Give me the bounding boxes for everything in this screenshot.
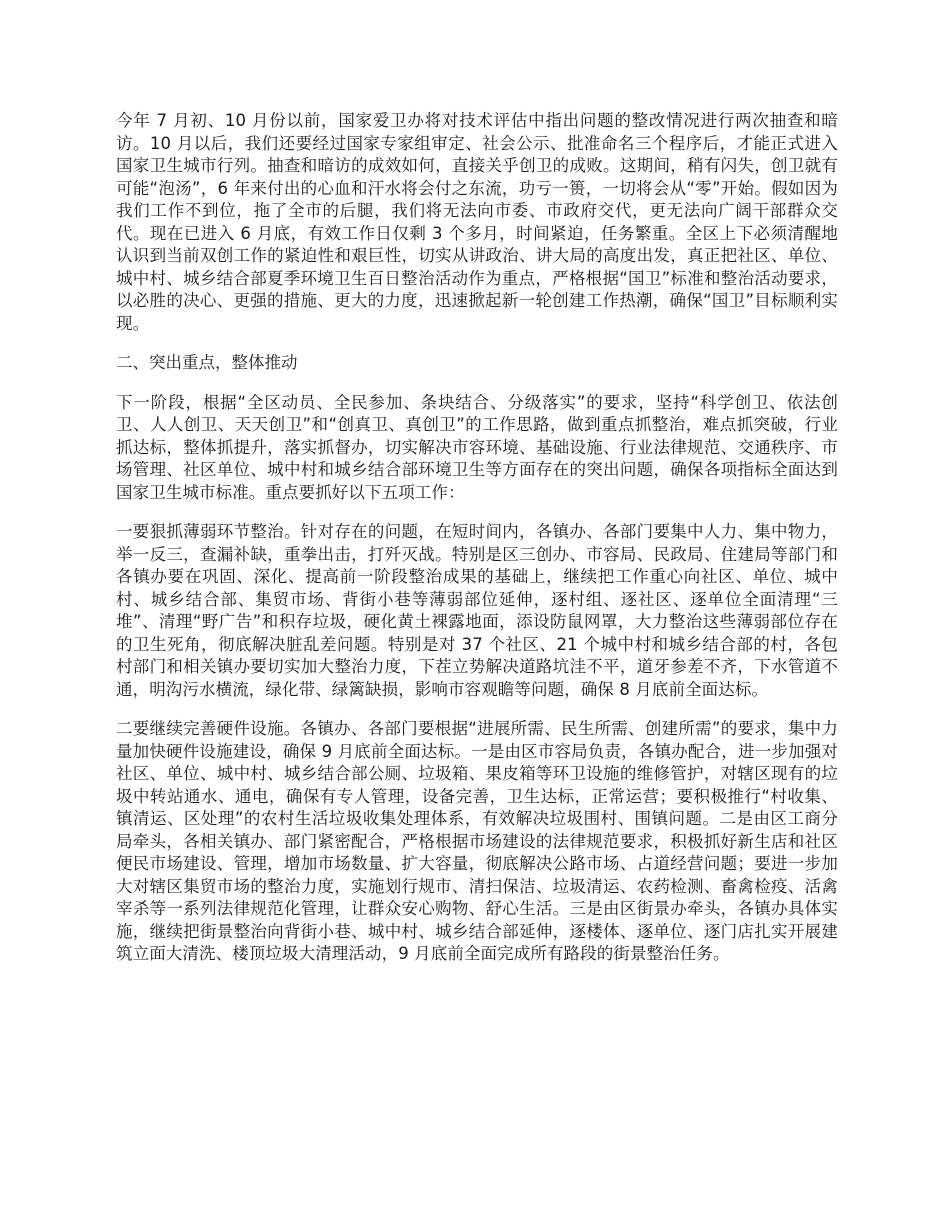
document-body — [116, 110, 838, 983]
paragraph-hardware: 二要继续完善硬件设施。各镇办、各部门要根据“进展所需、民生所需、创建所需”的要求，集中力量加快硬件设施建设，确保 9 月底前全面达标。一是由区市容局负责，各镇办配合，进一步加强对社区、单位、城中村、城乡结合部公厕、垃圾箱、果皮箱等环卫设施的维修管护，对辖区现有的垃圾中转站通水、通电，确保有专人管理，设备完善，卫生达标，正常运营；要积极推行“村收集、镇清运、区处理”的农村生活垃圾收集处理体系，有效解决垃圾围村、围镇问题。二是由区工商分局牵头，各相关镇办、部门紧密配合，严格根据市场建设的法律规范要求，积极抓好新生店和社区便民市场建设、管理，增加市场数量、扩大容量，彻底解决公路市场、占道经营问题；要进一步加大对辖区集贸市场的整治力度，实施划行规市、清扫保洁、垃圾清运、农药检测、畜禽检疫、活禽宰杀等一系列法律规范化管理，让群众安心购物、舒心生活。三是由区街景办牵头，各镇办具体实施，继续把街景整治向背街小巷、城中村、城乡结合部延伸，逐楼体、逐单位、逐门店扎实开展建筑立面大清洗、楼顶垃圾大清理活动，9 月底前全面完成所有路段的街景整治任务。 — [116, 719, 838, 963]
paragraph-next-stage: 下一阶段，根据“全区动员、全民参加、条块结合、分级落实”的要求，坚持“科学创卫、依法创卫、人人创卫、天天创卫”和“创真卫、真创卫”的工作思路，做到重点抓整治，难点抓突破，行业抓达标，整体抓提升，落实抓督办，切实解决市容环境、基础设施、行业法律规范、交通秩序、市场管理、社区单位、城中村和城乡结合部环境卫生等方面存在的突出问题，确保各项指标全面达到国家卫生城市标准。重点要抓好以下五项工作： — [116, 392, 838, 502]
paragraph-intro: 今年 7 月初、10 月份以前，国家爱卫办将对技术评估中指出问题的整改情况进行两次抽查和暗访。10 月以后，我们还要经过国家专家组审定、社会公示、批准命名三个程序后，才能正式进入国家卫生城市行列。抽查和暗访的成效如何，直接关乎创卫的成败。这期间，稍有闪失，创卫就有可能“泡汤”，6 年来付出的心血和汗水将会付之东流，功亏一篑，一切将会从“零”开始。假如因为我们工作不到位，拖了全市的后腿，我们将无法向市委、市政府交代，更无法向广阔干部群众交代。现在已进入 6 月底，有效工作日仅剩 3 个多月，时间紧迫，任务繁重。全区上下必须清醒地认识到当前双创工作的紧迫性和艰巨性，切实从讲政治、讲大局的高度出发，真正把社区、单位、城中村、城乡结合部夏季环境卫生百日整治活动作为重点，严格根据“国卫”标准和整治活动要求，以必胜的决心、更强的措施、更大的力度，迅速掀起新一轮创建工作热潮，确保“国卫”目标顺利实现。 — [116, 111, 838, 333]
paragraph-weak-links: 一要狠抓薄弱环节整治。针对存在的问题，在短时间内，各镇办、各部门要集中人力、集中物力，举一反三，查漏补缺，重拳出击，打歼灭战。特别是区三创办、市容局、民政局、住建局等部门和各镇办要在巩固、深化、提高前一阶段整治成果的基础上，继续把工作重心向社区、单位、城中村、城乡结合部、集贸市场、背街小巷等薄弱部位延伸，逐村组、逐社区、逐单位全面清理“三堆”、清理“野广告”和积存垃圾，硬化黄土裸露地面，添设防鼠网罩，大力整治这些薄弱部位存在的卫生死角，彻底解决脏乱差问题。特别是对 37 个社区、21 个城中村和城乡结合部的村，各包村部门和相关镇办要切实加大整治力度，下茬立势解决道路坑洼不平，道牙参差不齐，下水管道不通，明沟污水横流，绿化带、绿篱缺损，影响市容观瞻等问题，确保 8 月底前全面达标。 — [116, 522, 838, 699]
section-heading: 二、突出重点，整体推动 — [116, 353, 298, 372]
